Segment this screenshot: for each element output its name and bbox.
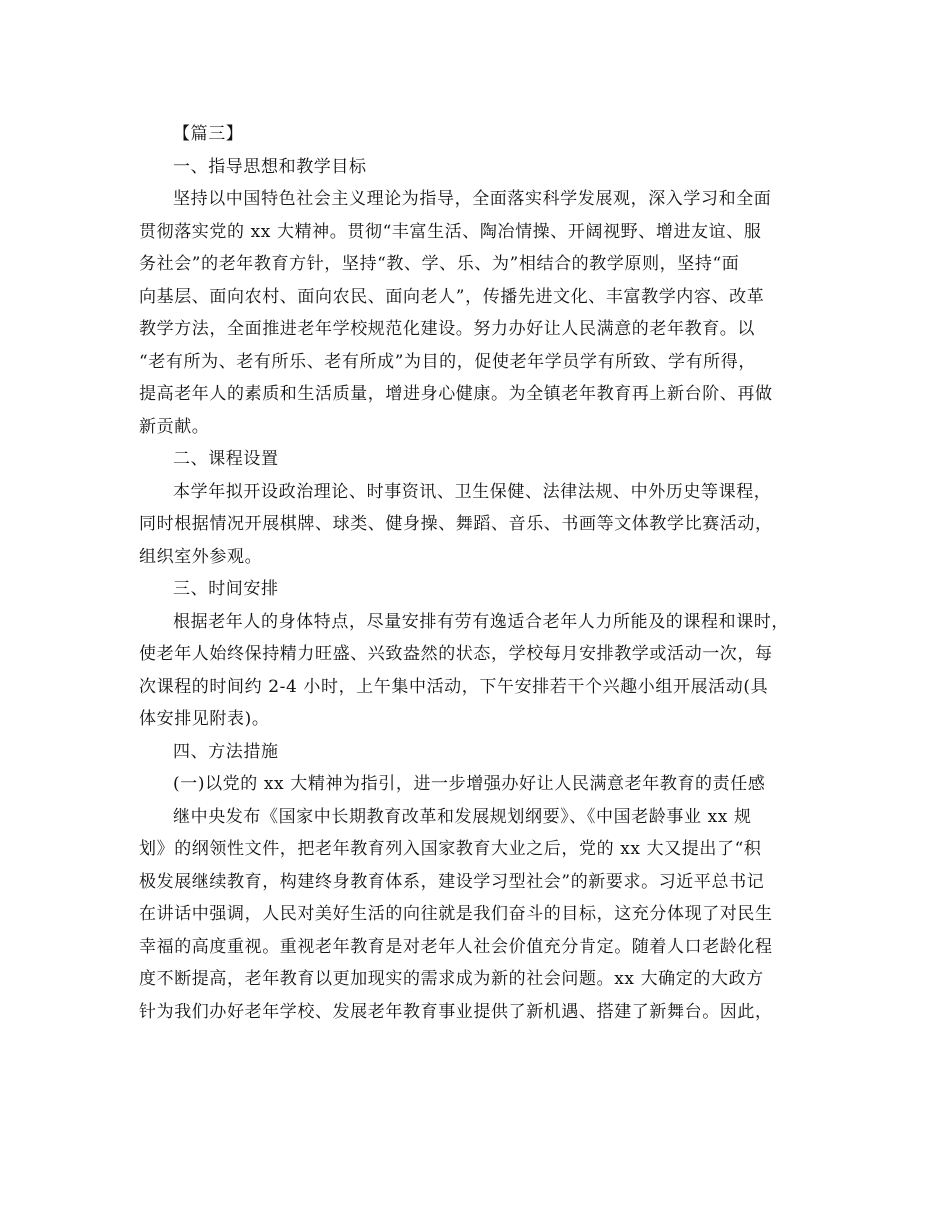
paragraph-line: “老有所为、老有所乐、老有所成”为目的，促使老年学员学有所致、学有所得， xyxy=(139,351,756,372)
subheading-item-one: (一)以党的 xx 大精神为指引，进一步增强办好让人民满意老年教育的责任感 xyxy=(173,774,766,794)
paragraph-line: 坚持以中国特色社会主义理论为指导，全面落实科学发展观，深入学习和全面 xyxy=(173,189,772,209)
heading-course-setup: 二、课程设置 xyxy=(173,449,279,469)
paragraph-course-setup xyxy=(139,476,829,574)
paragraph-line: 使老年人始终保持精力旺盛、兴致盎然的状态，学校每月安排教学或活动一次，每 xyxy=(139,644,773,664)
document-body xyxy=(139,118,829,1028)
paragraph-line: 体安排见附表)。 xyxy=(139,709,270,729)
heading-time-arrangement: 三、时间安排 xyxy=(173,579,279,599)
paragraph-line: 新贡献。 xyxy=(139,416,210,437)
paragraph-line: 组织室外参观。 xyxy=(139,546,263,567)
paragraph-line: 在讲话中强调，人民对美好生活的向往就是我们奋斗的目标，这充分体现了对民生 xyxy=(139,904,773,924)
paragraph-guiding-ideology xyxy=(139,183,829,443)
paragraph-line: 极发展继续教育，构建终身教育体系，建设学习型社会”的新要求。习近平总书记 xyxy=(139,871,765,892)
paragraph-line: 提高老年人的素质和生活质量，增进身心健康。为全镇老年教育再上新台阶、再做 xyxy=(139,384,773,404)
paragraph-line: 次课程的时间约 2-4 小时，上午集中活动，下午安排若干个兴趣小组开展活动(具 xyxy=(139,676,769,697)
paragraph-line: 贯彻落实党的 xx 大精神。贯彻“丰富生活、陶冶情操、开阔视野、增进友谊、服 xyxy=(139,221,762,242)
heading-methods-measures: 四、方法措施 xyxy=(173,741,279,762)
paragraph-line: 度不断提高，老年教育以更加现实的需求成为新的社会问题。xx 大确定的大政方 xyxy=(139,969,764,989)
paragraph-line: 向基层、面向农村、面向农民、面向老人”，传播先进文化、丰富教学内容、改革 xyxy=(139,286,765,307)
paragraph-line: 划》的纲领性文件，把老年教育列入国家教育大业之后，党的 xx 大又提出了“积 xyxy=(139,839,762,859)
paragraph-line: 教学方法，全面推进老年学校规范化建设。努力办好让人民满意的老年教育。以 xyxy=(139,319,755,339)
paragraph-line: 幸福的高度重视。重视老年教育是对老年人社会价值充分肯定。随着人口老龄化程 xyxy=(139,936,773,957)
paragraph-line: 继中央发布《国家中长期教育改革和发展规划纲要》、《中国老龄事业 xx 规 xyxy=(173,806,752,827)
heading-guiding-ideology: 一、指导思想和教学目标 xyxy=(173,156,367,177)
paragraph-time-arrangement xyxy=(139,606,829,736)
paragraph-line: 本学年拟开设政治理论、时事资讯、卫生保健、法律法规、中外历史等课程， xyxy=(173,481,772,502)
paragraph-line: 针为我们办好老年学校、发展老年教育事业提供了新机遇、搭建了新舞台。因此， xyxy=(139,1001,773,1022)
paragraph-line: 根据老年人的身体特点，尽量安排有劳有逸适合老年人力所能及的课程和课时， xyxy=(173,611,789,632)
paragraph-line: 务社会”的老年教育方针，坚持“教、学、乐、为”相结合的教学原则，坚持“面 xyxy=(139,254,740,274)
paragraph-line: 同时根据情况开展棋牌、球类、健身操、舞蹈、音乐、书画等文体教学比赛活动， xyxy=(139,514,773,534)
paragraph-methods-measures xyxy=(139,801,829,1029)
section-marker: 【篇三】 xyxy=(173,124,244,144)
